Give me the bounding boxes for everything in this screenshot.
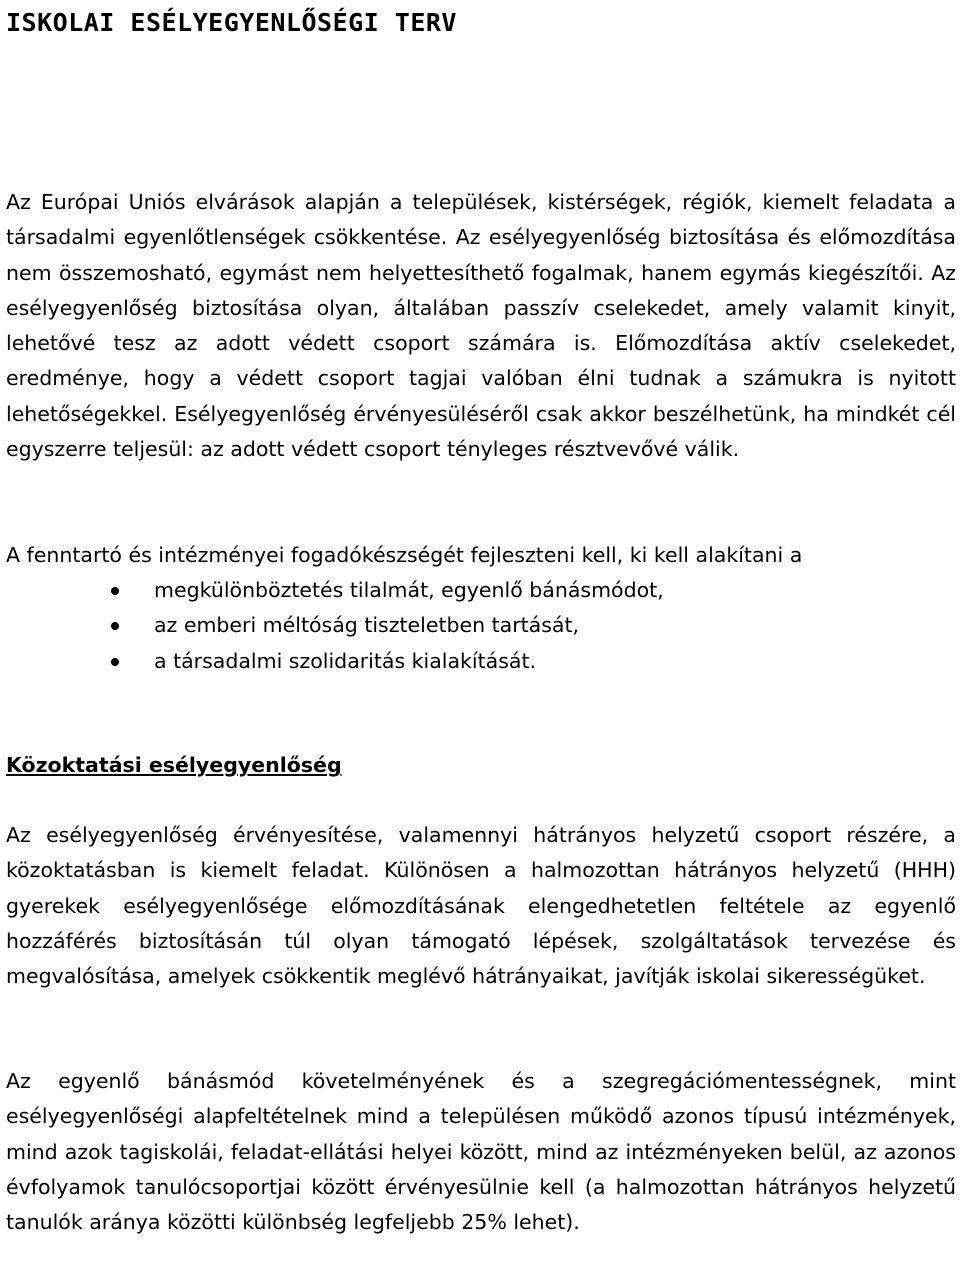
public-education-paragraph: Az esélyegyenlőség érvényesítése, valamennyi hátrányos helyzetű csoport részére, a közoktatásban is kiemelt feladat. Különösen a halmozottan hátrányos helyzetű (HHH) gyerekek esélyegyenlősége előmozdításának elengedhetetlen feltétele az egyenlő hozzáférés biztosításán túl olyan támogató lépések, szolgáltatások tervezése és megvalósítása, amelyek csökkentik meglévő hátrányaikat, javítják iskolai sikerességüket. [6,823,956,989]
list-item-text: az emberi méltóság tiszteletben tartását, [154,613,580,638]
requirements-intro: A fenntartó és intézményei fogadókészségét fejleszteni kell, ki kell alakítani a [6,543,803,567]
list-item [6,573,664,608]
list-item [6,644,664,679]
section-heading: Közoktatási esélyegyenlőség [6,753,342,777]
intro-paragraph: Az Európai Uniós elvárások alapján a települések, kistérségek, régiók, kiemelt feladata a társadalmi egyenlőtlenségek csökkentése. Az esélyegyenlőség biztosítása és előmozdítása nem összemosható, egymást nem helyettesíthető fogalmak, hanem egymás kiegészítői. Az esélyegyenlőség biztosítása olyan, általában passzív cselekedet, amely valamit kinyit, lehetővé tesz az adott védett csoport számára is. Előmozdítása aktív cselekedet, eredménye, hogy a védett csoport tagjai valóban élni tudnak a számukra is nyitott lehetőségekkel. Esélyegyenlőség érvényesüléséről csak akkor beszélhetünk, ha mindkét cél egyszerre teljesül: az adott védett csoport tényleges résztvevővé válik. [6,190,956,462]
list-item-text: megkülönböztetés tilalmát, egyenlő bánásmódot, [154,578,664,602]
bullet-icon [111,622,119,630]
bullet-icon [111,658,119,666]
bullet-icon [111,587,119,595]
list-item [6,608,664,643]
equal-treatment-paragraph: Az egyenlő bánásmód követelményének és a szegregációmentességnek, mint esélyegyenlőségi alapfeltételnek mind a településen működő azonos típusú intézmények, mind azok tagiskolái, feladat-ellátási helyei között, mind az intézményeken belül, az azonos évfolyamok tanulócsoportjai között érvényesülnie kell (a halmozottan hátrányos helyzetű tanulók aránya közötti különbség legfeljebb 25% lehet). [6,1069,956,1235]
document-title: ISKOLAI ESÉLYEGYENLŐSÉGI TERV [6,8,457,37]
requirements-list [6,573,664,679]
list-item-text: a társadalmi szolidaritás kialakítását. [154,648,537,673]
